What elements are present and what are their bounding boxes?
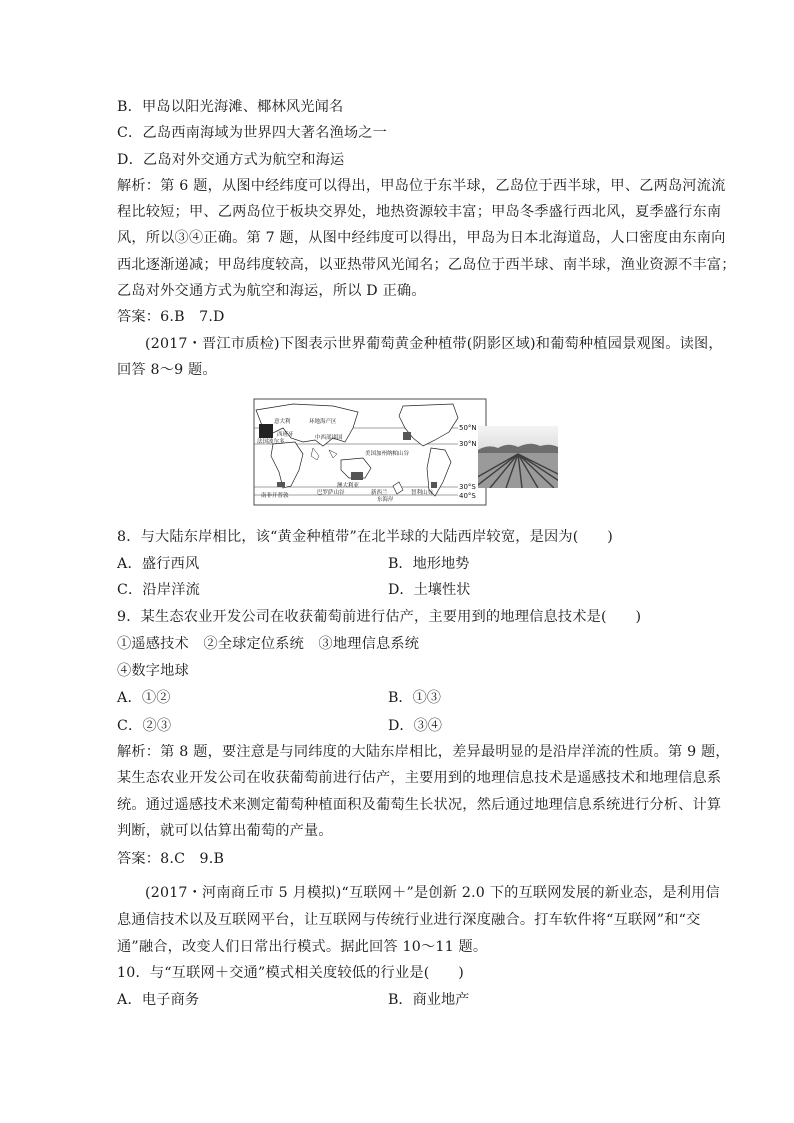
analysis-8-9-line-1: 解析：第 8 题，要注意是与同纬度的大陆东岸相比，差异最明显的是沿岸洋流的性质。第 9 题， (117, 744, 730, 760)
q9-option-c: C．②③ (117, 718, 172, 734)
map-label-australia: 澳大利亚 (337, 483, 360, 489)
q8-option-b: B．地形地势 (388, 556, 470, 572)
map-label-barossa: 巴罗萨山谷 (317, 490, 345, 496)
q7-option-d: D．乙岛对外交通方式为航空和海运 (117, 152, 345, 168)
map-label-italy: 意大利 (274, 419, 291, 425)
q9-items-line-1: ①遥感技术 ②全球定位系统 ③地理信息系统 (117, 636, 420, 652)
map-label-spain: 西班牙 (277, 432, 294, 438)
analysis-6-7-line-4: 西北逐渐递减；甲岛纬度较高，以亚热带风光闻名；乙岛位于西半球、南半球，渔业资源不丰富； (117, 257, 736, 273)
lat-label-40s: 40°S (459, 492, 476, 500)
analysis-6-7-line-1: 解析：第 6 题，从图中经纬度可以得出，甲岛位于东半球，乙岛位于西半球，甲、乙两岛河流流 (117, 178, 726, 194)
map-label-bordeaux: 法国波尔多 (257, 439, 285, 445)
analysis-6-7-line-2: 程比较短；甲、乙两岛位于板块交界处，地热资源较丰富；甲岛冬季盛行西北风，夏季盛行东南 (117, 204, 722, 220)
map-label-east-coast: 东海岸 (377, 497, 394, 503)
intro-10-11-line-2: 息通信技术以及互联网平台，让互联网与传统行业进行深度融合。打车软件将“互联网”和“交 (117, 912, 701, 928)
q9-option-d: D．③④ (388, 718, 442, 734)
q7-option-b: B．甲岛以阳光海滩、椰林风光闻名 (117, 99, 344, 115)
q9-option-b: B．①③ (388, 690, 441, 706)
q8-option-d: D．土壤性状 (388, 582, 471, 598)
analysis-8-9-line-4: 判断，就可以估算出葡萄的产量。 (117, 823, 333, 839)
intro-10-11-line-1: (2017・河南商丘市 5 月模拟)“互联网＋”是创新 2.0 下的互联网发展的新业态，是利用信 (145, 885, 720, 901)
lat-label-30s: 30°S (459, 483, 476, 491)
analysis-6-7-line-5: 乙岛对外交通方式为航空和海运，所以 D 正确。 (117, 283, 426, 299)
map-label-mediterranean: 环地海产区 (309, 419, 337, 425)
answer-8-9: 答案：8.C 9.B (117, 851, 225, 867)
intro-8-9-line-1: (2017・晋江市质检)下图表示世界葡萄黄金种植带(阴影区域)和葡萄种植园景观图。读图， (145, 336, 723, 352)
map-label-napa: 美国加州纳帕山谷 (365, 451, 410, 457)
analysis-8-9-line-2: 某生态农业开发公司在收获葡萄前进行估产，主要用到的地理信息技术是遥感技术和地理信息系 (117, 770, 722, 786)
map-label-chile: 智利山谷 (411, 490, 434, 496)
q7-option-c: C．乙岛西南海域为世界四大著名渔场之一 (117, 125, 388, 141)
q10-option-b: B．商业地产 (388, 992, 470, 1008)
analysis-6-7-line-3: 风，所以③④正确。第 7 题，从图中经纬度可以得出，甲岛为日本北海道岛，人口密度由东南向 (117, 230, 726, 246)
q8-option-c: C．沿岸洋流 (117, 582, 200, 598)
intro-8-9-line-2: 回答 8～9 题。 (117, 362, 217, 378)
vineyard-photo (478, 426, 558, 488)
lat-label-30n: 30°N (459, 440, 477, 448)
q8-option-a: A．盛行西风 (117, 556, 200, 572)
intro-10-11-line-3: 通”融合，改变人们日常出行模式。据此回答 10～11 题。 (117, 939, 488, 955)
analysis-8-9-line-3: 统。通过遥感技术来测定葡萄种植面积及葡萄生长状况，然后通过地理信息系统进行分析、计算 (117, 797, 722, 813)
q8-stem: 8．与大陆东岸相比，该“黄金种植带”在北半球的大陆西岸较宽，是因为( ) (117, 529, 614, 545)
map-label-central-west: 中西部诸国 (315, 435, 343, 441)
map-label-new-zealand: 新西兰 (371, 490, 388, 496)
world-grape-belt-map (253, 398, 487, 506)
q10-option-a: A．电子商务 (117, 992, 200, 1008)
map-label-cape-town: 南非开普敦 (261, 493, 289, 499)
q9-items-line-2: ④数字地球 (117, 663, 189, 679)
q10-stem: 10．与“互联网＋交通”模式相关度较低的行业是( ) (117, 965, 464, 981)
lat-label-50n: 50°N (459, 424, 477, 432)
q9-stem: 9．某生态农业开发公司在收获葡萄前进行估产，主要用到的地理信息技术是( ) (117, 609, 642, 625)
answer-6-7: 答案：6.B 7.D (117, 309, 225, 325)
q9-option-a: A．①② (117, 690, 171, 706)
